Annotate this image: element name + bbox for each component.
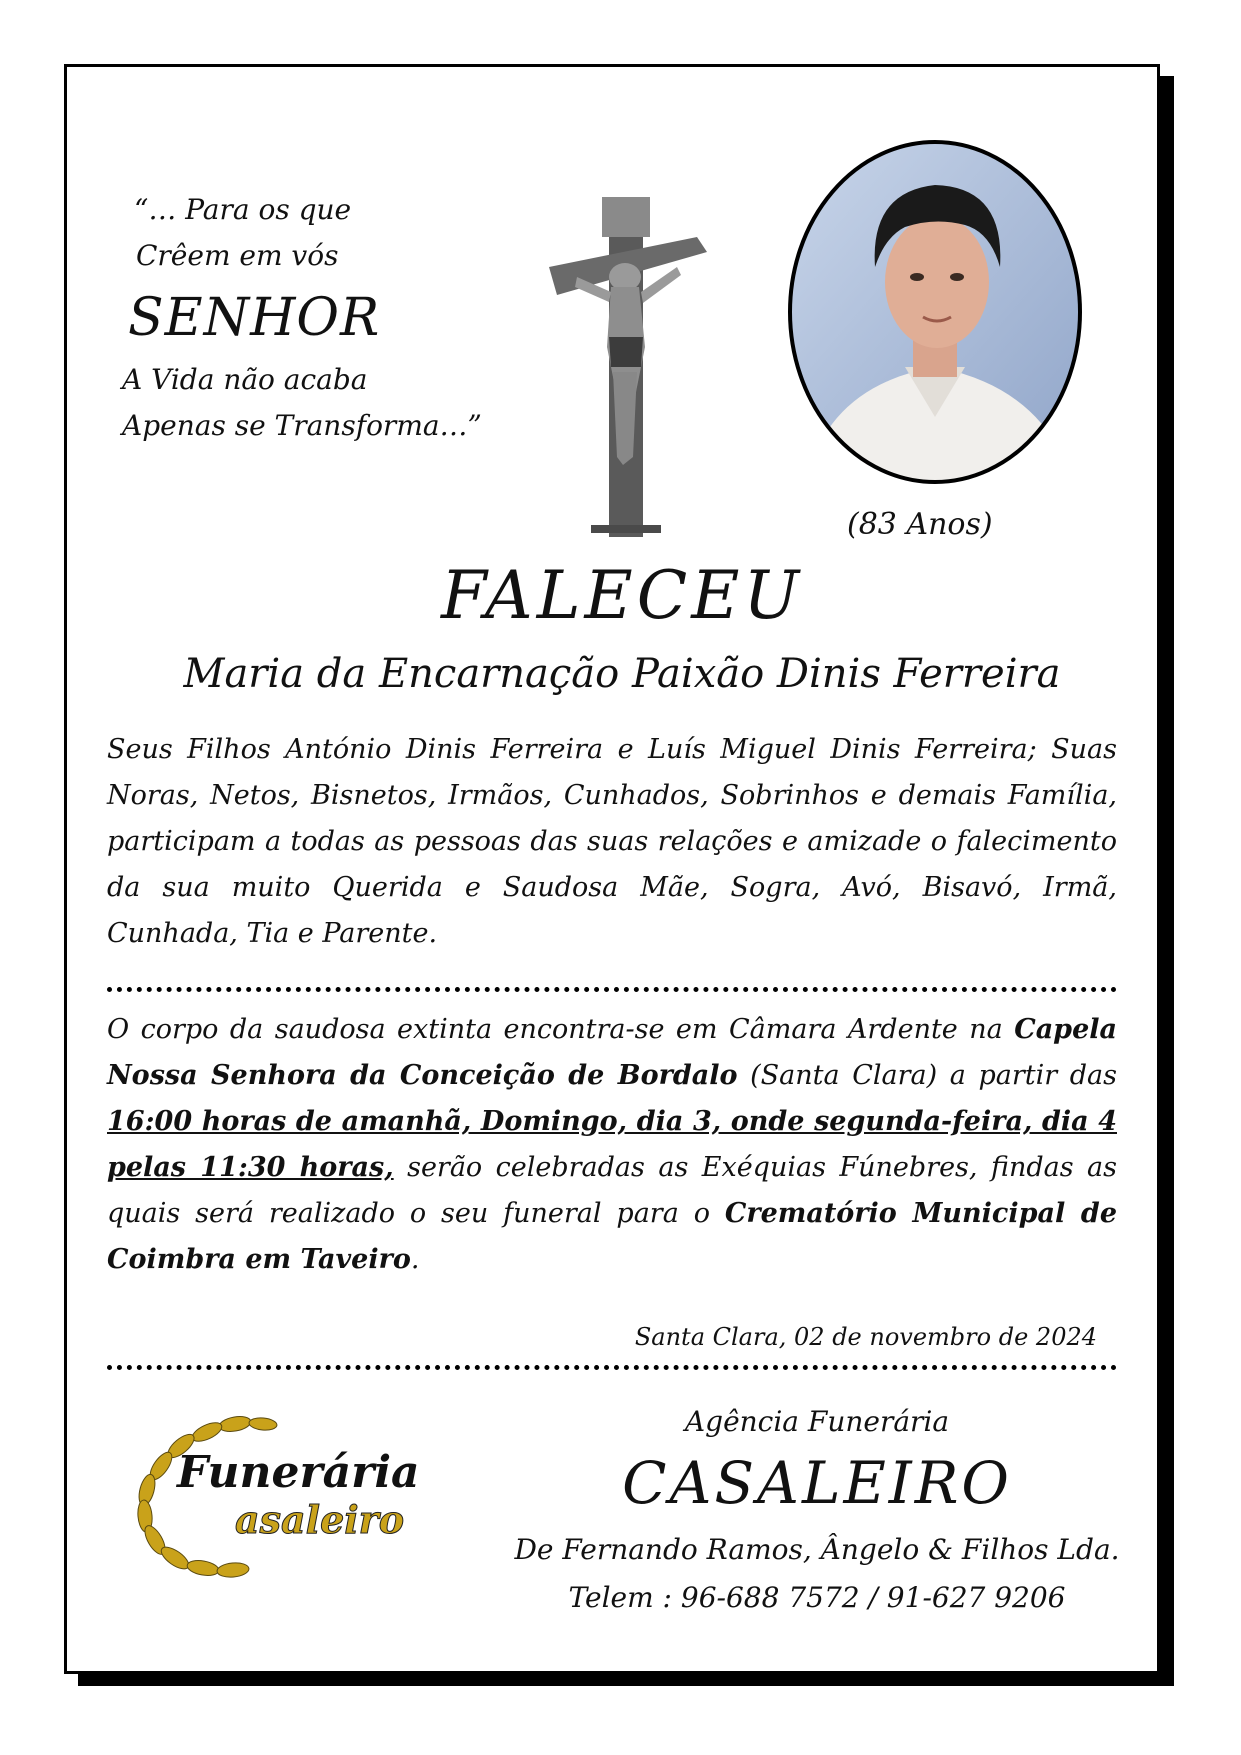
logo-word-funeraria: Funerária [177, 1447, 420, 1498]
family-announcement: Seus Filhos António Dinis Ferreira e Luís Miguel Dinis Ferreira; Suas Noras, Netos, Bisnetos, Irmãos, Cunhados, Sobrinhos e demais Família, participam a todas as pessoas das suas relações e amizade o falecimento da sua muito Querida e Saudosa Mãe, Sogra, Avó, Bisavó, Irmã, Cunhada, Tia e Parente. [107, 734, 1117, 949]
obituary-card [64, 64, 1160, 1674]
logo-word-asaleiro: asaleiro [235, 1497, 405, 1542]
funeral-details [107, 1007, 1117, 1283]
funeral-schedule: 16:00 horas de amanhã, Domingo, dia 3, onde segunda-feira, dia 4 pelas 11:30 horas, [107, 1106, 1117, 1183]
portrait-photo [785, 137, 1085, 487]
faleceu-heading: FALECEU [440, 557, 804, 634]
funeral-text-2: (Santa Clara) a partir das [737, 1060, 1117, 1091]
crematorium-name: Crematório Municipal de Coimbra em Taveiro [107, 1198, 1117, 1275]
agency-owners: De Fernando Ramos, Ângelo & Filhos Lda. [514, 1533, 1120, 1566]
dotted-divider-2 [107, 1365, 1117, 1370]
agency-name: CASALEIRO [622, 1449, 1012, 1517]
quote-line-2: Crêem em vós [136, 239, 339, 272]
deceased-name: Maria da Encarnação Paixão Dinis Ferreira [183, 651, 1061, 697]
funeral-text-3: serão celebradas as Exéquias Fúnebres, findas as quais será realizado o seu funeral para o [107, 1152, 1117, 1229]
quote-line-5: Apenas se Transforma…” [122, 409, 482, 442]
agency-phone: Telem : 96-688 7572 / 91-627 9206 [568, 1581, 1066, 1614]
place-date: Santa Clara, 02 de novembro de 2024 [634, 1323, 1097, 1351]
funeral-text-1: O corpo da saudosa extinta encontra-se em Câmara Ardente na [107, 1014, 1015, 1045]
age-label: (83 Anos) [847, 507, 993, 542]
dotted-divider [107, 987, 1117, 992]
chapel-name: Capela Nossa Senhora da Conceição de Bordalo [107, 1014, 1117, 1091]
quote-line-1: “… Para os que [134, 193, 352, 226]
quote-senhor: SENHOR [128, 288, 381, 348]
quote-line-4: A Vida não acaba [122, 363, 368, 396]
agency-label: Agência Funerária [684, 1405, 950, 1438]
funeral-text-end: . [410, 1244, 420, 1275]
crucifix-icon [547, 197, 767, 537]
religious-quote [122, 187, 482, 449]
